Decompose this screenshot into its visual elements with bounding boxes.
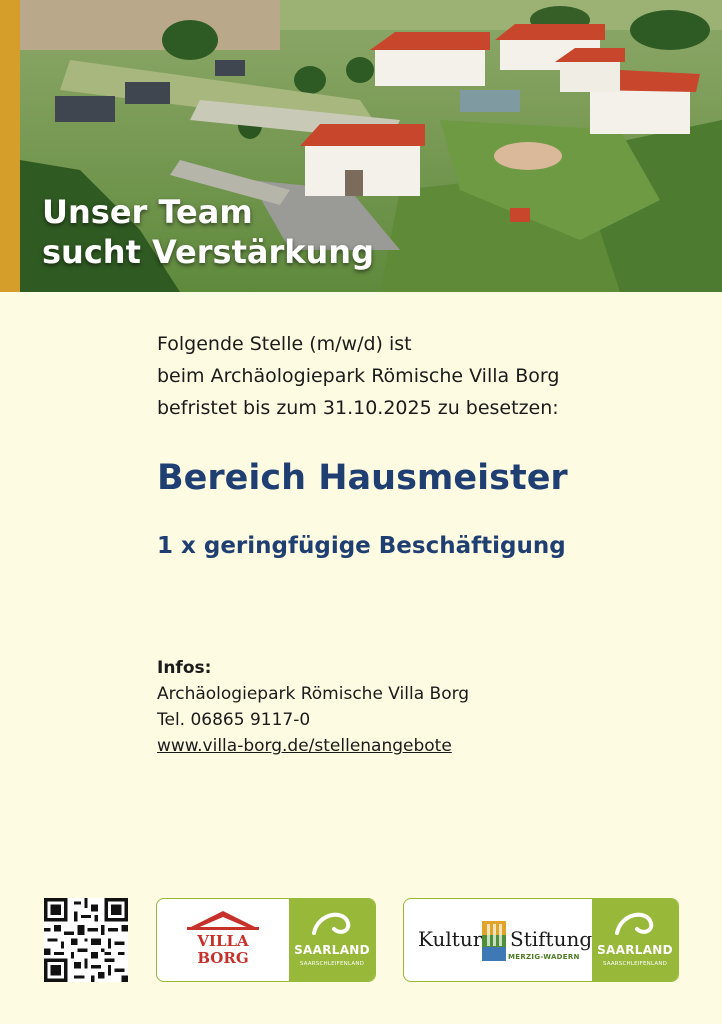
job-subtitle: 1 x geringfügige Beschäftigung (157, 533, 566, 559)
saarland-wordmark: SAARLAND (597, 943, 673, 957)
stiftung-word: Stiftung (510, 927, 593, 951)
kultur-word: Kultur (418, 927, 483, 951)
kulturstiftung-subline: MERZIG-WADERN (508, 953, 580, 961)
saarland-swoosh-icon (613, 907, 657, 941)
villa-borg-wordmark (193, 933, 253, 967)
villa-borg-logo (156, 898, 376, 982)
kulturstiftung-logo (403, 898, 679, 982)
saarland-subline: SAARSCHLEIFENLAND (602, 961, 668, 967)
temple-roof-icon (185, 909, 261, 931)
infos-heading: Infos: (157, 658, 212, 678)
kulturstiftung-emblem-icon (482, 921, 506, 961)
saarland-subline: SAARSCHLEIFENLAND (299, 961, 365, 967)
qr-code[interactable] (44, 898, 128, 982)
hero-heading-line2: sucht Verstärkung (42, 233, 374, 271)
intro-line: beim Archäologiepark Römische Villa Borg (157, 365, 560, 387)
phone-number: Tel. 06865 9117-0 (157, 710, 311, 730)
jobs-link[interactable]: www.villa-borg.de/stellenangebote (157, 736, 452, 756)
intro-line: befristet bis zum 31.10.2025 zu besetzen: (157, 397, 559, 419)
hero-banner (0, 0, 722, 292)
villa-word: VILLA (197, 932, 249, 950)
hero-heading (42, 192, 374, 272)
intro-text (157, 328, 559, 424)
borg-word: BORG (197, 949, 249, 967)
organization-name: Archäologiepark Römische Villa Borg (157, 684, 470, 704)
contact-info (157, 655, 469, 759)
intro-line: Folgende Stelle (m/w/d) ist (157, 333, 412, 355)
saarland-swoosh-icon (310, 907, 354, 941)
saarland-logo (289, 899, 375, 981)
accent-bar (0, 0, 20, 292)
saarland-logo (592, 899, 678, 981)
job-title: Bereich Hausmeister (157, 458, 568, 498)
hero-heading-line1: Unser Team (42, 193, 253, 231)
saarland-wordmark: SAARLAND (294, 943, 370, 957)
